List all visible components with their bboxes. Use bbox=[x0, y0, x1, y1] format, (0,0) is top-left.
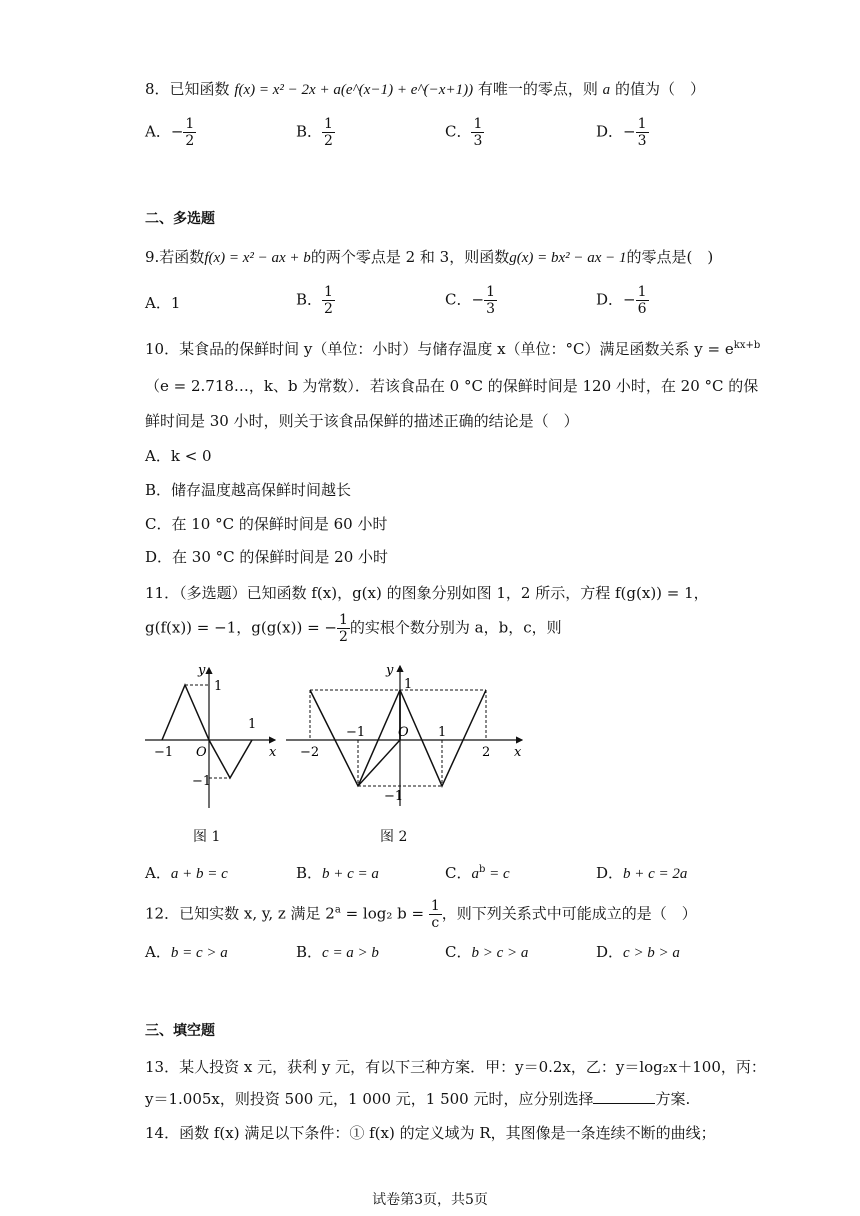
fig2-y-label: y bbox=[386, 663, 394, 678]
q8-option-c[interactable]: C． $\frac{1}{3}$ bbox=[445, 116, 483, 149]
q13-stem-line1: 13．某人投资 x 元，获利 y 元，有以下三种方案．甲：y＝0.2x，乙：y＝log₂x＋100，丙： bbox=[145, 1058, 766, 1076]
figure-1-graph bbox=[140, 660, 280, 810]
q11-option-d[interactable]: D．b + c = 2a bbox=[596, 864, 688, 882]
q12-option-c[interactable]: C．b > c > a bbox=[445, 943, 529, 961]
page-footer: 试卷第3页，共5页 bbox=[372, 1192, 488, 1208]
fig2-tick-2: 2 bbox=[482, 745, 491, 760]
section-heading-fill-blank: 三、填空题 bbox=[145, 1023, 215, 1039]
fig1-y-label: y bbox=[198, 663, 206, 678]
fraction: $\frac{1}{3}$ bbox=[473, 116, 483, 149]
figure-2-graph bbox=[282, 658, 527, 808]
q9-option-d[interactable]: D．− $\frac{1}{6}$ bbox=[596, 284, 647, 317]
q10-option-d[interactable]: D．在 30 °C 的保鲜时间是 20 小时 bbox=[145, 548, 389, 566]
q10-option-b[interactable]: B．储存温度越高保鲜时间越长 bbox=[145, 481, 352, 499]
fig2-origin: O bbox=[398, 725, 409, 740]
fig1-x-label: x bbox=[269, 745, 277, 760]
fig1-tick-neg1x: −1 bbox=[154, 745, 174, 760]
q8-option-a[interactable]: A．− $\frac{1}{2}$ bbox=[145, 116, 195, 149]
fig1-origin: O bbox=[196, 745, 207, 760]
q14-stem-line1: 14．函数 f(x) 满足以下条件：① f(x) 的定义域为 R，其图像是一条连续不断的曲线； bbox=[145, 1124, 716, 1142]
q8-option-b[interactable]: B． $\frac{1}{2}$ bbox=[296, 116, 333, 149]
section-heading-multiple-choice: 二、多选题 bbox=[145, 211, 215, 227]
fraction: $\frac{1}{2}$ bbox=[185, 116, 195, 149]
q12-stem: 12．已知实数 x, y, z 满足 $2^a = \log_2$ b = $\frac{1}{c}$ ，则下列关系式中可能成立的是（ ） bbox=[145, 898, 697, 931]
fig2-tick-1y: 1 bbox=[404, 677, 413, 692]
q8-suffix: 有唯一的零点，则 bbox=[477, 80, 598, 98]
fig2-tick-neg1y: −1 bbox=[384, 789, 404, 804]
fraction: $\frac{1}{c}$ bbox=[430, 898, 440, 931]
fraction: $\frac{1}{2}$ bbox=[338, 612, 348, 645]
q13-stem-line2: y＝1.005x，则投资 500 元，1 000 元，1 500 元时，应分别选择 方案. bbox=[145, 1090, 691, 1108]
figure-1-caption: 图 1 bbox=[193, 829, 221, 845]
q12-option-d[interactable]: D．c > b > a bbox=[596, 943, 680, 961]
q8-tail: 的值为（ ） bbox=[614, 80, 705, 98]
fig2-tick-neg1: −1 bbox=[346, 725, 366, 740]
q9-stem: 9.若函数f(x) = x² − ax + b的两个零点是 2 和 3，则函数g(x) = bx² − ax − 1的零点是( ) bbox=[145, 248, 714, 266]
answer-blank[interactable] bbox=[593, 1089, 655, 1104]
q8-option-d[interactable]: D．− $\frac{1}{3}$ bbox=[596, 116, 647, 149]
fig1-tick-1x: 1 bbox=[248, 717, 257, 732]
q10-option-a[interactable]: A．k < 0 bbox=[145, 447, 212, 465]
q8-prefix: 8．已知函数 bbox=[145, 80, 230, 98]
q10-stem-line3: 鲜时间是 30 小时，则关于该食品保鲜的描述正确的结论是（ ） bbox=[145, 412, 579, 430]
q11-option-c[interactable]: C．$a^b = c$ bbox=[445, 864, 510, 882]
q11-option-a[interactable]: A．a + b = c bbox=[145, 864, 228, 882]
q11-stem-line2: g(f(x)) = −1，g(g(x)) = − $\frac{1}{2}$ 的实根个数分别为 a，b，c，则 bbox=[145, 612, 562, 645]
q11-option-b[interactable]: B．b + c = a bbox=[296, 864, 379, 882]
fraction: $\frac{1}{2}$ bbox=[324, 116, 333, 149]
q10-option-c[interactable]: C．在 10 °C 的保鲜时间是 60 小时 bbox=[145, 515, 388, 533]
fig1-tick-neg1y: −1 bbox=[192, 774, 212, 789]
q8-stem bbox=[145, 78, 705, 99]
q9-option-c[interactable]: C．− $\frac{1}{3}$ bbox=[445, 284, 495, 317]
fig2-tick-1x: 1 bbox=[438, 725, 447, 740]
fraction: $\frac{1}{3}$ bbox=[637, 116, 647, 149]
q9-option-b[interactable]: B． $\frac{1}{2}$ bbox=[296, 284, 333, 317]
q8-formula: f(x) = x² − 2x + a(e^(x−1) + e^(−x+1)) bbox=[234, 82, 474, 98]
fraction: $\frac{1}{2}$ bbox=[324, 284, 333, 317]
fraction: $\frac{1}{3}$ bbox=[486, 284, 495, 317]
q10-stem-line2: （e = 2.718…，k、b 为常数）．若该食品在 0 °C 的保鲜时间是 120 小时，在 20 °C 的保 bbox=[145, 377, 759, 395]
fraction: $\frac{1}{6}$ bbox=[637, 284, 647, 317]
figure-2-caption: 图 2 bbox=[380, 829, 408, 845]
q9-option-a[interactable]: A．1 bbox=[145, 294, 181, 312]
q12-option-a[interactable]: A．b = c > a bbox=[145, 943, 228, 961]
fig2-x-label: x bbox=[514, 745, 522, 760]
fig2-tick-neg2: −2 bbox=[300, 745, 320, 760]
q8-var: a bbox=[602, 82, 611, 98]
q12-option-b[interactable]: B．c = a > b bbox=[296, 943, 379, 961]
q11-stem-line1: 11．（多选题）已知函数 f(x)，g(x) 的图象分别如图 1，2 所示，方程 f(g(x)) = 1， bbox=[145, 584, 709, 602]
q10-stem-line1: 10．某食品的保鲜时间 y（单位：小时）与储存温度 x（单位：°C）满足函数关系 $y = e^{kx+b}$ bbox=[145, 340, 761, 358]
fig1-tick-1y: 1 bbox=[214, 679, 223, 694]
